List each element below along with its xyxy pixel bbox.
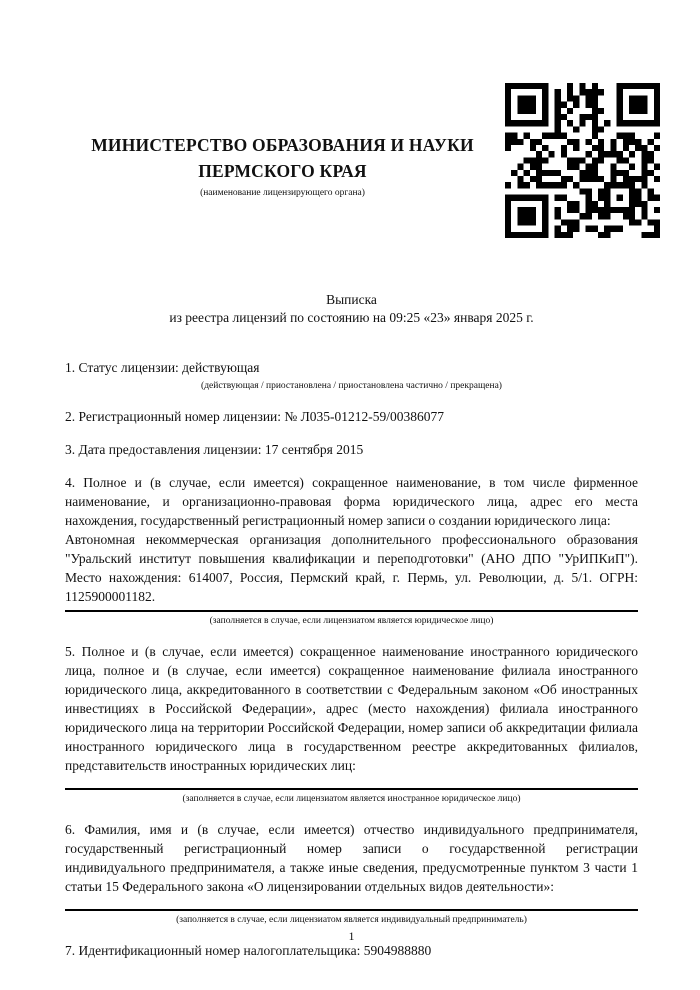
item-license-status-note: (действующая / приостановлена / приостановлена частично / прекращена) — [201, 381, 502, 391]
page-footer — [65, 927, 638, 946]
extract-title: Выписка — [326, 292, 377, 307]
item-registration-number — [65, 407, 638, 426]
item-license-date-text: 3. Дата предоставления лицензии: 17 сентября 2015 — [65, 442, 364, 457]
item-taxpayer-id-text: 7. Идентификационный номер налогоплательщика: 5904988880 — [65, 943, 432, 958]
fill-line — [65, 909, 638, 911]
item-legal-entity-note: (заполняется в случае, если лицензиатом является юридическое лицо) — [209, 616, 494, 626]
document-header — [60, 132, 505, 199]
item-license-status-text: 1. Статус лицензии: действующая — [65, 360, 260, 375]
item-license-status — [65, 358, 638, 393]
item-registration-number-text: 2. Регистрационный номер лицензии: № Л035-01212-59/00386077 — [65, 409, 445, 424]
item-individual-entrepreneur-note: (заполняется в случае, если лицензиатом является индивидуальный предприниматель) — [176, 915, 527, 925]
ministry-caption: (наименование лицензирующего органа) — [200, 188, 365, 198]
item-individual-entrepreneur-text: 6. Фамилия, имя и (в случае, если имеется) отчество индивидуального предпринимателя, государственный регистрационный номер записи о государственной регистрации индивидуального предпринимателя, а также иные сведения, предусмотренные пунктом 3 части 1 статьи 15 Федерального закона «О лицензировании отдельных видов деятельности»: — [65, 822, 638, 894]
qr-code — [505, 83, 660, 238]
item-foreign-entity-text: 5. Полное и (в случае, если имеется) сокращенное наименование иностранного юридического лица, полное и (в случае, если имеется) сокращенное наименование филиала иностранного юридического лица, аккредитованного в соответствии с Федеральным законом «Об иностранных инвестициях в Российской Федерации», адрес (место нахождения) филиала иностранного юридического лица на территории Российской Федерации, номер записи об аккредитации филиала иностранного юридического лица в государственном реестре аккредитованных филиалов, представительств иностранных юридических лиц: — [65, 644, 638, 773]
qr-code-image — [505, 83, 660, 238]
ministry-title: МИНИСТЕРСТВО ОБРАЗОВАНИЯ И НАУКИ ПЕРМСКОГО КРАЯ — [91, 135, 474, 181]
item-legal-entity — [65, 473, 638, 628]
item-legal-entity-text: 4. Полное и (в случае, если имеется) сокращенное наименование, в том числе фирменное наименование, и организационно-правовая форма юридического лица, адрес его места нахождения, государственный регистрационный номер записи о создании юридического лица: — [65, 475, 638, 528]
item-license-date — [65, 440, 638, 459]
item-foreign-entity-note: (заполняется в случае, если лицензиатом является иностранное юридическое лицо) — [182, 794, 521, 804]
items-list — [65, 358, 638, 960]
item-legal-entity-value: Автономная некоммерческая организация дополнительного профессионального образования "Уральский институт повышения квалификации и переподготовки" (АНО ДПО "УрИПКиП"). Место нахождения: 614007, Россия, Пермский край, г. Пермь, ул. Революции, д. 5/1. ОГРН: 1125900001182. — [65, 532, 638, 604]
item-individual-entrepreneur — [65, 820, 638, 927]
fill-line — [65, 610, 638, 612]
extract-heading — [65, 291, 638, 327]
extract-subtitle: из реестра лицензий по состоянию на 09:25 «23» января 2025 г. — [169, 310, 534, 325]
page-number: 1 — [348, 929, 355, 943]
document-body — [65, 291, 638, 960]
item-foreign-entity — [65, 642, 638, 806]
fill-line — [65, 788, 638, 790]
